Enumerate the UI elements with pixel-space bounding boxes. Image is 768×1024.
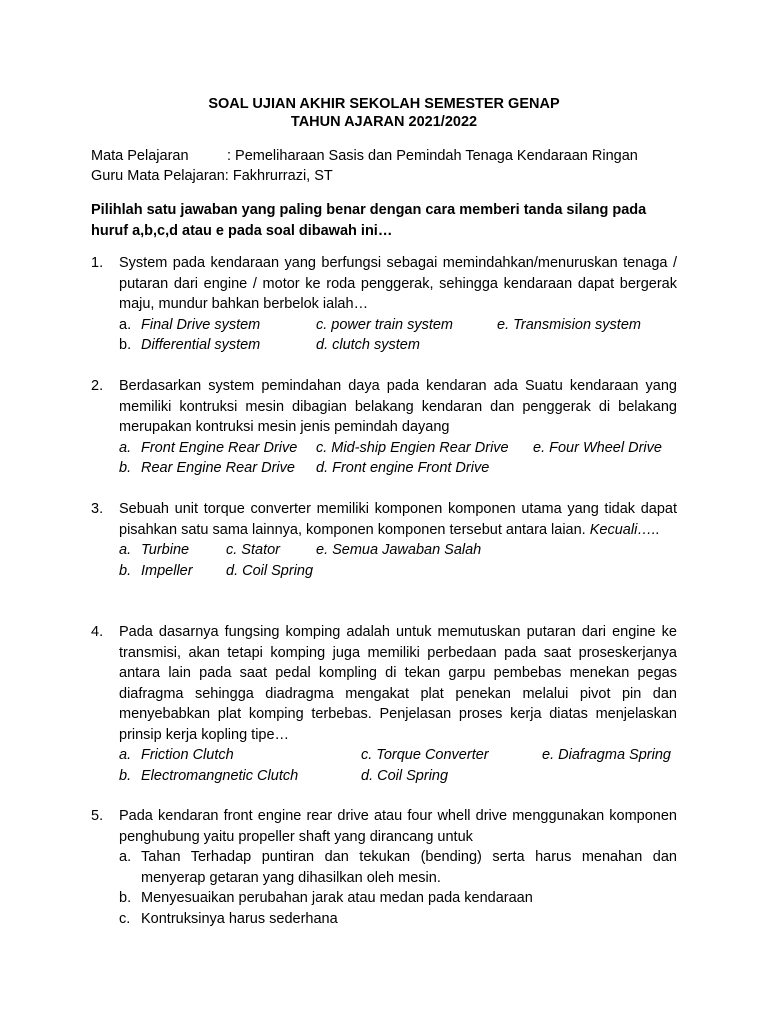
question-number: 2. [91,378,104,394]
option-a-item [91,847,677,888]
option-a: Tahan Terhadap puntiran dan tekukan (bending) serta harus menahan dan menyerap getaran yang dihasilkan oleh mesin. [141,849,677,886]
question-number: 3. [91,501,104,517]
option-a-letter: a. [119,316,132,333]
option-b-letter: b. [119,890,132,906]
option-e: e. Transmision system [497,316,641,333]
option-row [91,561,677,582]
option-b-item [91,888,677,909]
exam-title: SOAL UJIAN AKHIR SEKOLAH SEMESTER GENAP [208,96,560,112]
question-2 [91,376,677,479]
option-b: Electromangnetic Clutch [141,767,299,784]
question-number: 4. [91,624,104,640]
option-row [91,540,677,561]
option-c: c. Mid-ship Engien Rear Drive [316,439,509,456]
option-d: d. Coil Spring [361,767,449,784]
option-c: c. Stator [226,542,280,558]
exam-year: TAHUN AJARAN 2021/2022 [290,114,478,130]
option-b: Rear Engine Rear Drive [141,460,295,476]
question-5 [91,806,677,929]
question-text: Pada dasarnya fungsing komping adalah untuk memutuskan putaran dari engine ke transmisi, akan tetapi komping juga memiliki perbedaan pada saat proseskerjanya antara lain pada saat pedal kompling di tekan garpu pembebas menekan pegas diafragma sehingga diadragma mengakat plat penekan melalui pivot pin dan menyebabkan plat komping terbebas. Penjelasan proses kerja diatas menjelaskan prinsip kerja kopling tipe… [119,624,677,743]
option-b-letter: b. [119,767,132,784]
question-text-except: Kecuali….. [589,521,660,538]
option-row [91,766,677,787]
option-c: c. Torque Converter [361,747,489,763]
option-a-letter: a. [119,849,132,865]
question-text: Berdasarkan system pemindahan daya pada kendaran ada Suatu kendaraan yang memiliki kontruksi mesin dibagian belakang kendaran dan penggerak di belakang merupakan kontruksi mesin jenis pemindah dayang [119,378,677,435]
option-b-letter: b. [119,460,132,476]
option-row [91,745,677,766]
subject-label: Mata Pelajaran [91,148,189,164]
question-4 [91,622,677,786]
option-e: e. Four Wheel Drive [533,439,662,456]
option-c-letter: c. [119,910,131,927]
option-d: d. clutch system [316,337,420,353]
question-text-main: Sebuah unit torque converter memiliki komponen komponen utama yang tidak dapat pisahkan satu sama lainnya, komponen komponen tersebut antara laian. [119,501,677,538]
option-d: d. Coil Spring [226,562,314,579]
option-a: Turbine [141,542,190,558]
option-row [91,335,677,356]
option-b-letter: b. [119,562,132,579]
question-text: System pada kendaraan yang berfungsi sebagai memindahkan/menuruskan tenaga / putaran dari engine / motor ke roda penggerak, sehingga kendaraan dapat bergerak maju, mundur bahkan berbelok ialah… [119,255,677,312]
question-3 [91,499,677,581]
option-b-letter: b. [119,337,132,353]
subject-value: : Pemeliharaan Sasis dan Pemindah Tenaga Kendaraan Ringan [227,148,638,164]
option-b: Impeller [141,562,193,579]
option-b: Menyesuaikan perubahan jarak atau medan pada kendaraan [141,890,533,906]
option-a-letter: a. [119,747,132,763]
option-a: Front Engine Rear Drive [141,439,298,456]
question-text [119,499,677,540]
option-c: Kontruksinya harus sederhana [141,910,338,927]
option-row [91,438,677,459]
option-row [91,315,677,336]
teacher-line: Guru Mata Pelajaran: Fakhrurrazi, ST [91,168,333,184]
option-c-item [91,909,677,930]
question-text: Pada kendaran front engine rear drive atau four whell drive menggunakan komponen penghubung yaitu propeller shaft yang dirancang untuk [119,808,677,845]
option-d: d. Front engine Front Drive [316,460,490,476]
question-number: 1. [91,255,104,271]
option-e: e. Semua Jawaban Salah [316,542,482,558]
option-row [91,458,677,479]
subject-line [91,146,638,166]
option-a: Final Drive system [141,316,261,333]
option-b: Differential system [141,337,261,353]
option-c: c. power train system [316,316,453,333]
option-e: e. Diafragma Spring [542,747,671,763]
option-a-letter: a. [119,439,132,456]
instruction: Pilihlah satu jawaban yang paling benar dengan cara memberi tanda silang pada huruf a,b,c,d atau e pada soal dibawah ini… [91,202,647,239]
option-a: Friction Clutch [141,747,234,763]
question-number: 5. [91,808,104,824]
question-1 [91,253,677,356]
option-a-letter: a. [119,542,132,558]
